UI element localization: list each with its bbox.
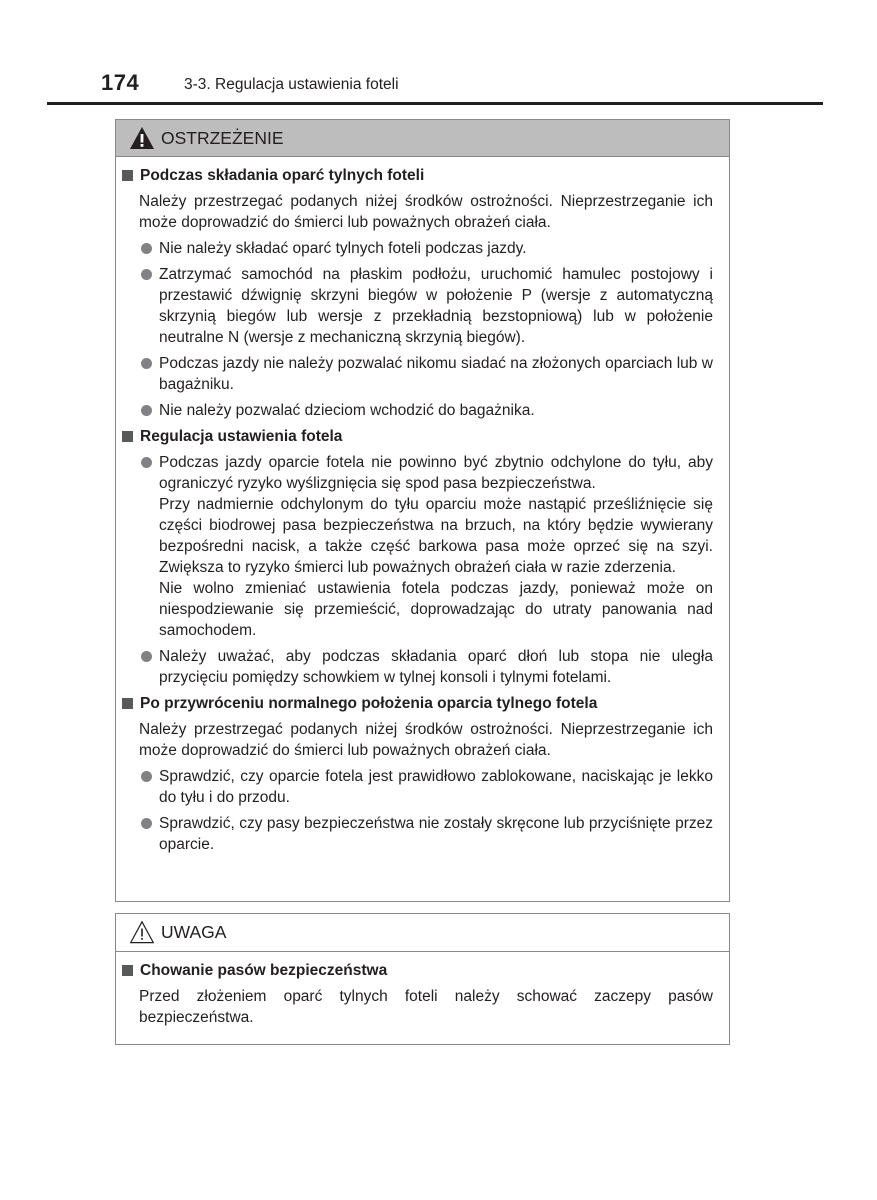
- bullet-text-paragraph: Przy nadmiernie odchylonym do tyłu oparciu może nastąpić prześliźnięcie się części biodrowej pasa bezpieczeństwa na brzuch, na który będzie wywierany bezpośredni nacisk, a także część barkowa pasa może oprzeć się na szyi. Zwiększa to ryzyko śmierci lub poważnych obrażeń ciała w razie zderzenia.: [159, 496, 713, 576]
- bullet-text-paragraph: Sprawdzić, czy pasy bezpieczeństwa nie zostały skręcone lub przyciśnięte przez oparcie.: [159, 815, 713, 853]
- section-heading: [122, 693, 713, 714]
- bullet-item: [122, 646, 713, 688]
- bullet-item: [122, 452, 713, 641]
- section-paragraph: Przed złożeniem oparć tylnych foteli należy schować zaczepy pasów bezpieczeństwa.: [139, 988, 713, 1026]
- section-heading-text: Po przywróceniu normalnego położenia oparcia tylnego fotela: [140, 695, 598, 712]
- page-number: 174: [101, 70, 140, 95]
- notice-box-header: [116, 914, 729, 952]
- warning-triangle-filled-icon: [129, 126, 155, 150]
- section-heading: [122, 960, 713, 981]
- square-bullet-icon: [122, 698, 133, 709]
- section-heading: [122, 165, 713, 186]
- section-paragraph: Należy przestrzegać podanych niżej środków ostrożności. Nieprzestrzeganie ich może doprowadzić do śmierci lub poważnych obrażeń ciała.: [139, 721, 713, 759]
- bullet-text-paragraph: Podczas jazdy oparcie fotela nie powinno być zbytnio odchylone do tyłu, aby ograniczyć ryzyko wyślizgnięcia się spod pasa bezpieczeństwa.: [159, 454, 713, 492]
- round-bullet-icon: [141, 771, 152, 782]
- bullet-item: [122, 400, 713, 421]
- bullet-text-paragraph: Nie należy składać oparć tylnych foteli podczas jazdy.: [159, 240, 527, 257]
- bullet-text-paragraph: Nie należy pozwalać dzieciom wchodzić do bagażnika.: [159, 402, 535, 419]
- notice-body: [116, 952, 729, 1028]
- round-bullet-icon: [141, 358, 152, 369]
- bullet-item: [122, 813, 713, 855]
- bullet-text: [159, 452, 713, 641]
- bullet-text-paragraph: Nie wolno zmieniać ustawienia fotela podczas jazdy, ponieważ może on niespodziewanie się przemieścić, doprowadzając do utraty panowania nad samochodem.: [159, 580, 713, 639]
- bullet-text: [159, 238, 713, 259]
- warning-body: [116, 157, 729, 855]
- bullet-item: [122, 238, 713, 259]
- warning-label: OSTRZEŻENIE: [161, 128, 284, 148]
- bullet-text: [159, 353, 713, 395]
- bullet-text: [159, 766, 713, 808]
- square-bullet-icon: [122, 170, 133, 181]
- bullet-text: [159, 400, 713, 421]
- bullet-text: [159, 646, 713, 688]
- section-heading-text: Chowanie pasów bezpieczeństwa: [140, 962, 388, 979]
- bullet-item: [122, 353, 713, 395]
- round-bullet-icon: [141, 457, 152, 468]
- section-title: 3-3. Regulacja ustawienia foteli: [184, 76, 399, 93]
- section-paragraph: Należy przestrzegać podanych niżej środków ostrożności. Nieprzestrzeganie ich może doprowadzić do śmierci lub poważnych obrażeń ciała.: [139, 193, 713, 231]
- round-bullet-icon: [141, 651, 152, 662]
- warning-triangle-outline-icon: [129, 920, 155, 944]
- notice-label: UWAGA: [161, 922, 227, 942]
- bullet-text-paragraph: Podczas jazdy nie należy pozwalać nikomu siadać na złożonych oparciach lub w bagażniku.: [159, 355, 713, 393]
- bullet-text: [159, 264, 713, 348]
- round-bullet-icon: [141, 269, 152, 280]
- bullet-item: [122, 766, 713, 808]
- bullet-text: [159, 813, 713, 855]
- page-header: [0, 66, 877, 106]
- bullet-text-paragraph: Należy uważać, aby podczas składania oparć dłoń lub stopa nie uległa przycięciu pomiędzy schowkiem w tylnej konsoli i tylnymi fotelami.: [159, 648, 713, 686]
- section-heading-text: Regulacja ustawienia fotela: [140, 428, 343, 445]
- round-bullet-icon: [141, 405, 152, 416]
- round-bullet-icon: [141, 818, 152, 829]
- warning-box-header: [116, 120, 729, 157]
- round-bullet-icon: [141, 243, 152, 254]
- bullet-item: [122, 264, 713, 348]
- section-heading-text: Podczas składania oparć tylnych foteli: [140, 167, 425, 184]
- section-heading: [122, 426, 713, 447]
- square-bullet-icon: [122, 431, 133, 442]
- notice-box: [115, 913, 730, 1045]
- bullet-text-paragraph: Zatrzymać samochód na płaskim podłożu, uruchomić hamulec postojowy i przestawić dźwignię skrzyni biegów w położenie P (wersje z automatyczną skrzynią biegów lub wersje z przekładnią bezstopniową) lub w położenie neutralne N (wersje z mechaniczną skrzynią biegów).: [159, 266, 713, 346]
- square-bullet-icon: [122, 965, 133, 976]
- bullet-text-paragraph: Sprawdzić, czy oparcie fotela jest prawidłowo zablokowane, naciskając je lekko do tyłu i do przodu.: [159, 768, 713, 806]
- header-rule: [47, 102, 823, 105]
- warning-box: [115, 119, 730, 902]
